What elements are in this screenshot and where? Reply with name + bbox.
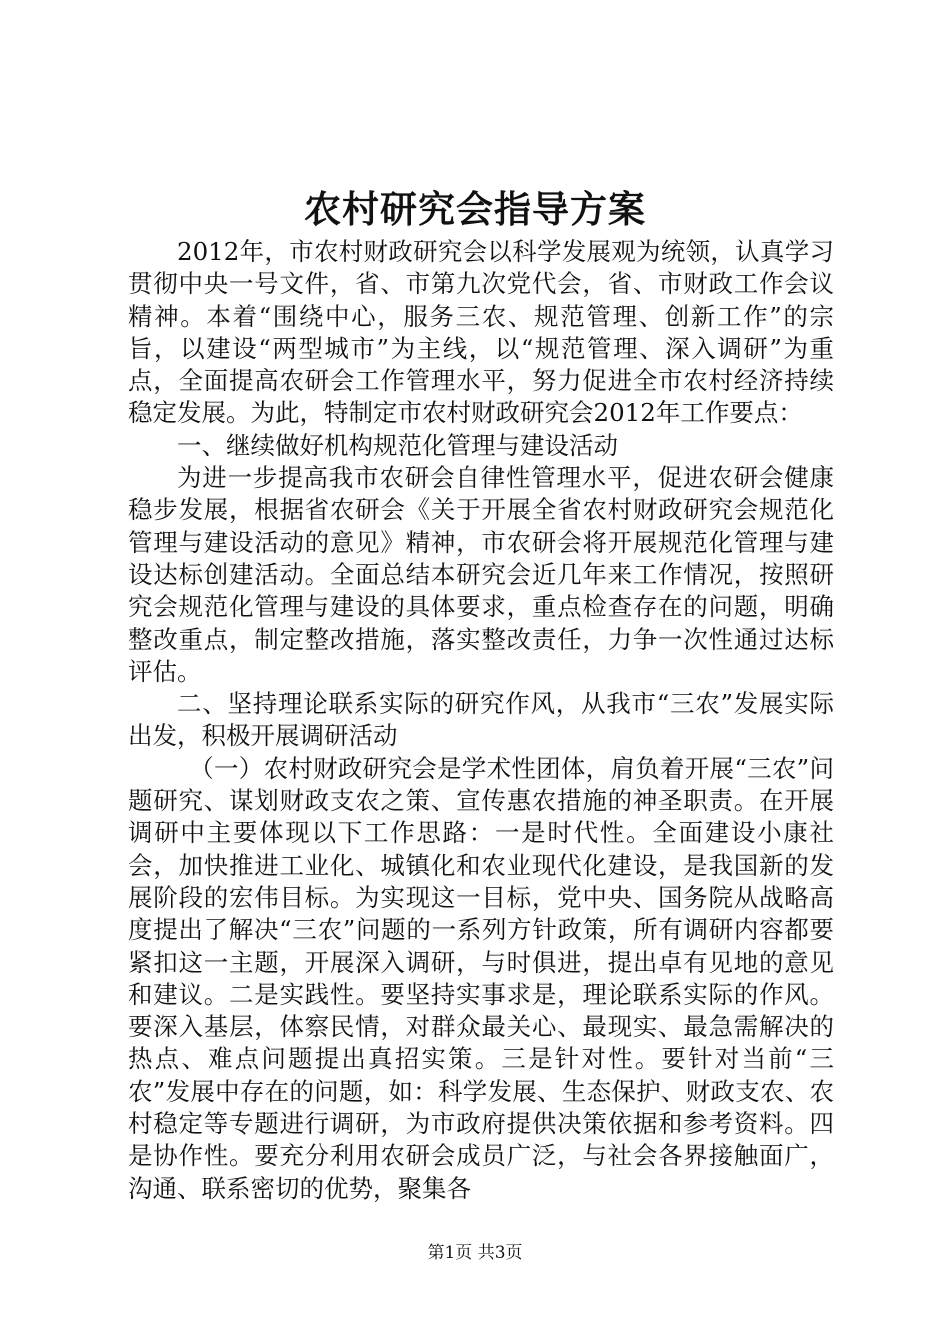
page-number-footer: 第1页 共3页 [427, 1243, 523, 1263]
document-title: 农村研究会指导方案 [304, 187, 646, 231]
paragraph-section-1: 为进一步提高我市农研会自律性管理水平，促进农研会健康稳步发展，根据省农研会《关于开展全省农村财政研究会规范化管理与建设活动的意见》精神，市农研会将开展规范化管理与建设达标创建活动。全面总结本研究会近几年来工作情况，按照研究会规范化管理与建设的具体要求，重点检查存在的问题，明确整改重点，制定整改措施，落实整改责任，力争一次性通过达标评估。 [128, 463, 834, 686]
paragraph-section-2-1: （一）农村财政研究会是学术性团体，肩负着开展“三农”问题研究、谋划财政支农之策、宣传惠农措施的神圣职责。在开展调研中主要体现以下工作思路：一是时代性。全面建设小康社会，加快推进工业化、城镇化和农业现代化建设，是我国新的发展阶段的宏伟目标。为实现这一目标，党中央、国务院从战略高度提出了解决“三农”问题的一系列方针政策，所有调研内容都要紧扣这一主题，开展深入调研，与时俱进，提出卓有见地的意见和建议。二是实践性。要坚持实事求是，理论联系实际的作风。要深入基层，体察民情，对群众最关心、最现实、最急需解决的热点、难点问题提出真招实策。三是针对性。要针对当前“三农”发展中存在的问题，如：科学发展、生态保护、财政支农、农村稳定等专题进行调研，为市政府提供决策依据和参考资料。四是协作性。要充分利用农研会成员广泛，与社会各界接触面广，沟通、联系密切的优势，聚集各 [128, 753, 834, 1203]
document-body [128, 236, 834, 1205]
paragraph-intro: 2012年，市农村财政研究会以科学发展观为统领，认真学习贯彻中央一号文件，省、市第九次党代会，省、市财政工作会议精神。本着“围绕中心，服务三农、规范管理、创新工作”的宗旨，以建设“两型城市”为主线，以“规范管理、深入调研”为重点，全面提高农研会工作管理水平，努力促进全市农村经济持续稳定发展。为此，特制定市农村财政研究会2012年工作要点： [128, 237, 834, 428]
section-heading-1: 一、继续做好机构规范化管理与建设活动 [177, 430, 618, 460]
section-heading-2: 二、坚持理论联系实际的研究作风，从我市“三农”发展实际出发，积极开展调研活动 [128, 689, 834, 751]
